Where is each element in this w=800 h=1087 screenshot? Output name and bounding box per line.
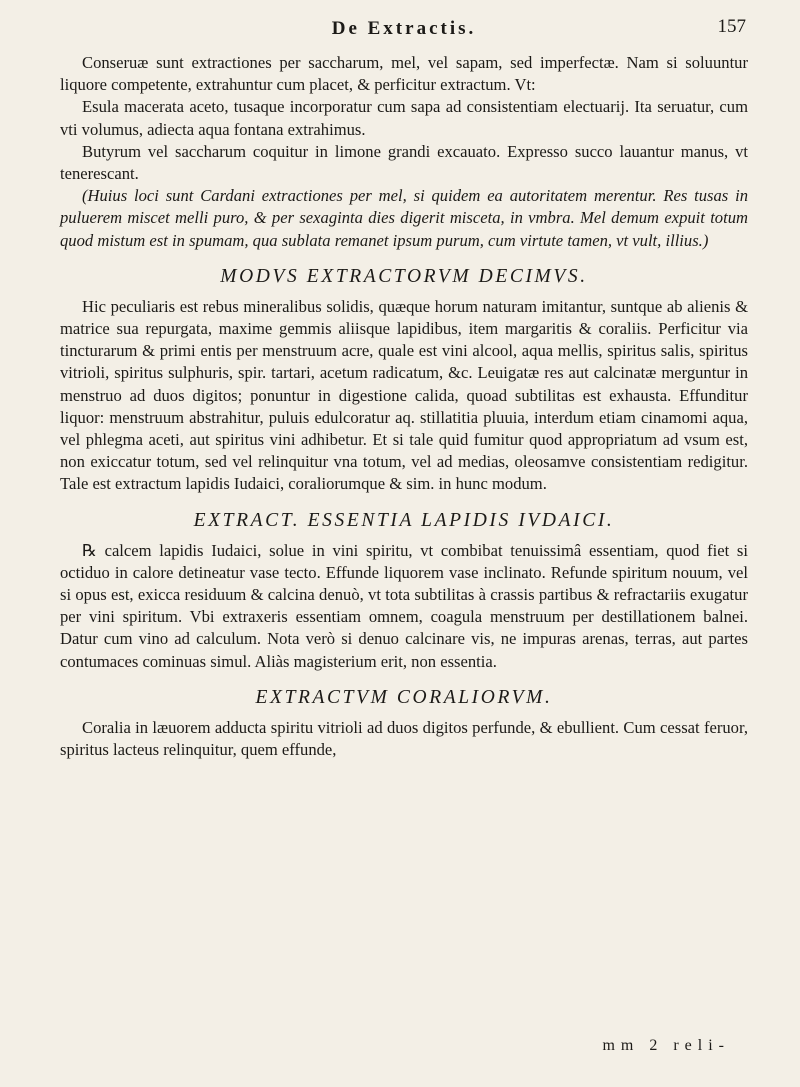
- heading-modus-decimus: MODVS EXTRACTORVM DECIMVS.: [220, 265, 588, 287]
- running-head-title: De Extractis.: [331, 18, 477, 39]
- paragraph-conseruae: Conseruæ sunt extractiones per saccharum, mel, vel sapam, sed imperfectæ. Nam si soluuntur liquore competente, extrahuntur cum placet, & perficitur extractum. Vt:: [60, 53, 748, 95]
- paragraph-lapis-iudaicus: ℞ calcem lapidis Iudaici, solue in vini spiritu, vt combibat tenuissimâ essentiam, quod fiet si octiduo in calore detineatur vase tecto. Effunde liquorem vase inclinato. Refunde spiritum nouum, vel si opus est, exicca residuum & calcina denuò, vt tota subtilitas à crassis partibus & refractariis exugatur per vini spiritum. Vbi extraxeris essentiam omnem, coagula menstruum per destillationem balnei. Datur cum vino ad calculum. Nota verò si denuo calcinare vis, ne impuras arenas, terras, aut partes contumaces cominuas simul. Aliàs magisterium erit, non essentia.: [60, 540, 748, 671]
- paragraph-modus-decimus: Hic peculiaris est rebus mineralibus solidis, quæque horum naturam imitantur, suntque ab alienis & matrice sua repurgata, maxime gemmis aliisque lapidibus, item margaritis & coraliis. Perficitur via tincturarum & primi entis per menstruum acre, quale est vini alcool, aqua mellis, spiritus salis, spiritus vitrioli, spiritus sulphuris, spir. tartari, acetum radicatum, &c. Leuigatæ res aut calcinatæ merguntur in menstruo ad duos digitos; ponuntur in digestione calida, quoad subtilitas est exhausta. Effunditur liquor: menstruum abstrahitur, puluis edulcoratur aq. stillatitia pluuia, interdum etiam cinamomi aqua, vel phlegma aceti, aut spiritus vini adhibetur. Et si tale quid fumitur quod appropriatum ad vsum est, non exiccatur totum, sed vel relinquitur vna totum, vel ad medias, oleosamve consistentiam redigitur. Tale est extractum lapidis Iudaici, coraliorumque & sim. in hunc modum.: [60, 296, 748, 494]
- heading-coralia: EXTRACTVM CORALIORVM.: [255, 686, 553, 708]
- paragraph-coralia: Coralia in læuorem adducta spiritu vitrioli ad duos digitos perfunde, & ebullient. Cum cessat feruor, spiritus lacteus relinquitur, quem effunde,: [60, 717, 748, 760]
- signature-catchword: mm 2 reli-: [602, 1037, 730, 1054]
- paragraph-cardani: (Huius loci sunt Cardani extractiones per mel, si quidem ea autoritatem merentur. Res tusas in puluerem miscet melli puro, & per sexaginta dies digerit misceta, in vmbra. Mel demum expuit totum quod mistum est in spumam, qua sublata remanet ipsum purum, cum virtute tamen, vt vult, illius.): [60, 186, 748, 250]
- paragraph-butyrum: Butyrum vel saccharum coquitur in limone grandi excauato. Expresso succo lauantur manus, vt tenerescant.: [60, 141, 748, 184]
- paragraph-esula: Esula macerata aceto, tusaque incorporatur cum sapa ad consistentiam electuarij. Ita seruatur, cum vti volumus, adiecta aqua fontana extrahimus.: [60, 97, 748, 139]
- heading-lapis-iudaicus: EXTRACT. ESSENTIA LAPIDIS IVDAICI.: [193, 509, 615, 531]
- page-number: 157: [717, 16, 746, 37]
- running-head: [60, 0, 748, 52]
